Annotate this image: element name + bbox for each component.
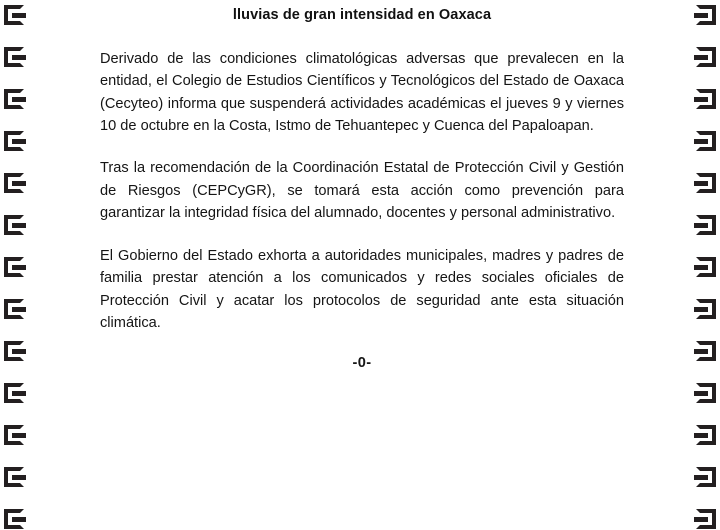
paragraph-1: Derivado de las condiciones climatológicas adversas que prevalecen en la entidad, el Colegio de Estudios Científicos y Tecnológicos del Estado de Oaxaca (Cecyteo) informa que suspenderá actividades académicas el jueves 9 y viernes 10 de octubre en la Costa, Istmo de Tehuantepec y Cuenca del Papaloapan. bbox=[100, 50, 624, 134]
border-motif bbox=[0, 336, 34, 378]
decorative-border-right bbox=[686, 0, 720, 530]
border-motif bbox=[0, 252, 34, 294]
border-motif bbox=[0, 210, 34, 252]
border-motif bbox=[686, 126, 720, 168]
page-title-line-2: lluvias de gran intensidad en Oaxaca bbox=[232, 7, 492, 23]
document-body bbox=[100, 0, 624, 371]
border-motif bbox=[0, 462, 34, 504]
border-motif bbox=[686, 210, 720, 252]
border-motif bbox=[686, 462, 720, 504]
border-motif bbox=[686, 168, 720, 210]
border-motif bbox=[686, 336, 720, 378]
border-motif bbox=[686, 84, 720, 126]
border-motif bbox=[0, 168, 34, 210]
border-motif bbox=[686, 294, 720, 336]
decorative-border-left bbox=[0, 0, 34, 530]
border-motif bbox=[686, 504, 720, 530]
paragraph-3: El Gobierno del Estado exhorta a autoridades municipales, madres y padres de familia prestar atención a los comunicados y redes sociales oficiales de Protección Civil y acatar los protocolos de seguridad ante esta situación climática. bbox=[100, 247, 624, 332]
border-motif bbox=[0, 378, 34, 420]
border-motif bbox=[686, 0, 720, 42]
border-motif bbox=[686, 420, 720, 462]
paragraph-2: Tras la recomendación de la Coordinación Estatal de Protección Civil y Gestión de Riesgos (CEPCyGR), se tomará esta acción como prevención para garantizar la integridad física del alumnado, docentes y personal administrativo. bbox=[100, 160, 624, 222]
closing-mark: -0- bbox=[352, 354, 372, 371]
border-motif bbox=[0, 42, 34, 84]
border-motif bbox=[0, 504, 34, 530]
border-motif bbox=[0, 420, 34, 462]
border-motif bbox=[0, 294, 34, 336]
border-motif bbox=[686, 252, 720, 294]
border-motif bbox=[686, 42, 720, 84]
border-motif bbox=[0, 0, 34, 42]
border-motif bbox=[0, 126, 34, 168]
border-motif bbox=[0, 84, 34, 126]
page-title bbox=[100, 0, 624, 26]
border-motif bbox=[686, 378, 720, 420]
